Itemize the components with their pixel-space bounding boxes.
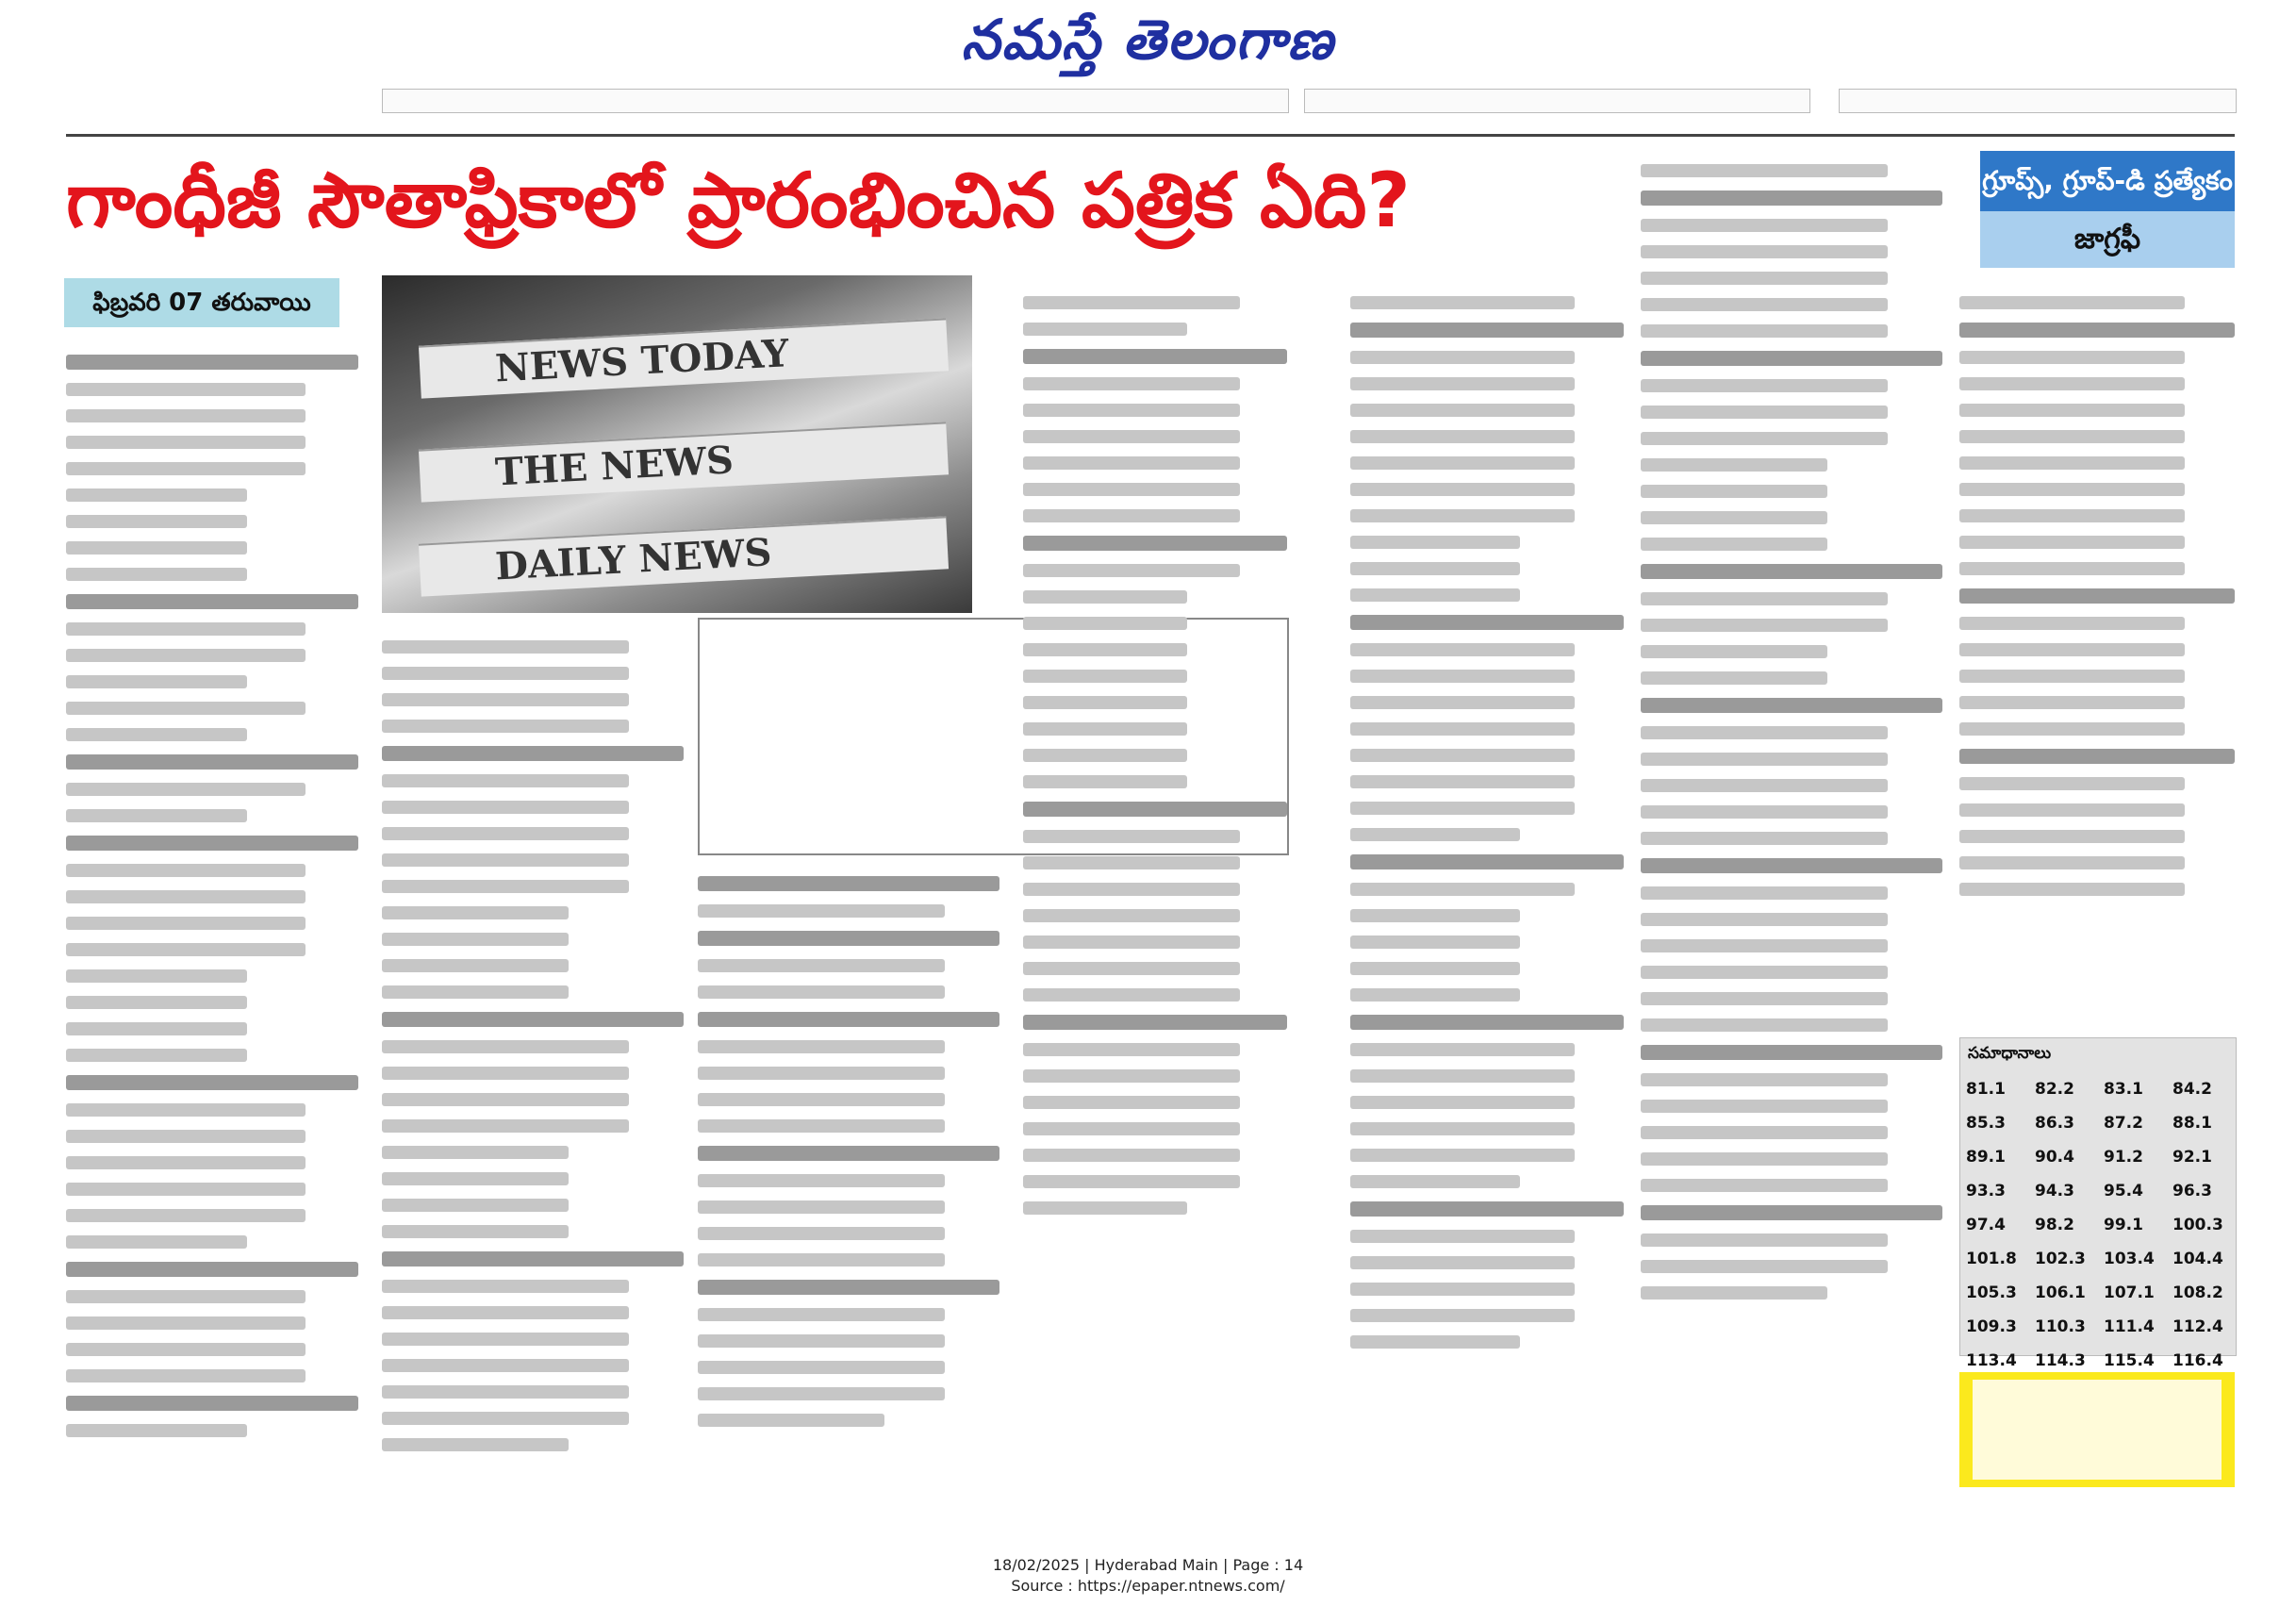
answer-cell: 83.1	[2104, 1080, 2143, 1099]
answer-cell: 112.4	[2172, 1317, 2223, 1336]
answer-cell: 93.3	[1966, 1182, 2006, 1200]
footer-date-line: 18/02/2025 | Hyderabad Main | Page : 14	[992, 1556, 1304, 1574]
side-banner-title: గ్రూప్స్, గ్రూప్-డి ప్రత్యేకం	[1980, 151, 2235, 211]
answer-cell: 109.3	[1966, 1317, 2017, 1336]
photo-caption-2: THE NEWS	[419, 422, 949, 502]
questions-column-3	[698, 863, 999, 1476]
answer-cell: 91.2	[2104, 1148, 2143, 1167]
side-banner	[1980, 151, 2235, 268]
answer-cell: 88.1	[2172, 1114, 2212, 1133]
answer-cell: 101.8	[1966, 1250, 2017, 1268]
answer-cell: 98.2	[2035, 1216, 2074, 1234]
answer-cell: 99.1	[2104, 1216, 2143, 1234]
answer-cell: 89.1	[1966, 1148, 2006, 1167]
photo-caption-3: DAILY NEWS	[419, 516, 949, 596]
questions-column-4	[1023, 283, 1287, 1476]
answer-row	[1960, 1242, 2236, 1276]
answer-cell: 108.2	[2172, 1283, 2223, 1302]
answer-cell: 105.3	[1966, 1283, 2017, 1302]
answer-row	[1960, 1208, 2236, 1242]
section-tag: ఫిబ్రవరి 07 తరువాయి	[64, 278, 339, 327]
answer-cell: 114.3	[2035, 1351, 2086, 1370]
answer-cell: 110.3	[2035, 1317, 2086, 1336]
answer-key-panel	[1959, 1037, 2237, 1370]
answer-cell: 95.4	[2104, 1182, 2143, 1200]
answer-cell: 84.2	[2172, 1080, 2212, 1099]
answer-cell: 85.3	[1966, 1114, 2006, 1133]
answer-cell: 107.1	[2104, 1283, 2155, 1302]
answer-key-table	[1960, 1072, 2236, 1378]
questions-column-2	[382, 627, 684, 1476]
side-banner-subject: జాగ్రఫీ	[1980, 211, 2235, 268]
divider	[66, 134, 2235, 137]
answer-cell: 96.3	[2172, 1182, 2212, 1200]
answer-cell: 97.4	[1966, 1216, 2006, 1234]
answer-cell: 104.4	[2172, 1250, 2223, 1268]
questions-column-7	[1959, 283, 2235, 1018]
answer-cell: 94.3	[2035, 1182, 2074, 1200]
footer-source-line: Source : https://epaper.ntnews.com/	[1011, 1577, 1285, 1595]
newspaper-masthead: నమస్తే తెలంగాణ	[961, 8, 1335, 72]
answer-cell: 103.4	[2104, 1250, 2155, 1268]
answer-cell: 82.2	[2035, 1080, 2074, 1099]
answer-cell: 81.1	[1966, 1080, 2006, 1099]
answer-cell: 111.4	[2104, 1317, 2155, 1336]
newspaper-photo	[382, 275, 972, 613]
answer-cell: 90.4	[2035, 1148, 2074, 1167]
answer-key-heading: సమాధానాలు	[1968, 1044, 2052, 1063]
top-strip	[382, 89, 1289, 113]
answer-cell: 113.4	[1966, 1351, 2017, 1370]
answer-cell: 102.3	[2035, 1250, 2086, 1268]
answer-cell: 115.4	[2104, 1351, 2155, 1370]
answer-cell: 116.4	[2172, 1351, 2223, 1370]
answer-cell: 92.1	[2172, 1148, 2212, 1167]
answer-cell: 100.3	[2172, 1216, 2223, 1234]
credit-box	[1959, 1372, 2235, 1487]
top-strip	[1839, 89, 2237, 113]
questions-column-6	[1641, 151, 1942, 1476]
answer-row	[1960, 1140, 2236, 1174]
answer-row	[1960, 1276, 2236, 1310]
credit-box-inner	[1973, 1380, 2222, 1480]
answer-cell: 106.1	[2035, 1283, 2086, 1302]
answer-row	[1960, 1106, 2236, 1140]
answer-row	[1960, 1072, 2236, 1106]
answer-row	[1960, 1174, 2236, 1208]
questions-column-5	[1350, 283, 1624, 1476]
answer-row	[1960, 1310, 2236, 1344]
answer-cell: 86.3	[2035, 1114, 2074, 1133]
questions-column-1	[66, 341, 358, 1473]
answer-cell: 87.2	[2104, 1114, 2143, 1133]
photo-caption-1: NEWS TODAY	[419, 318, 949, 398]
page-headline: గాంధీజీ సౌతాఫ్రికాలో ప్రారంభించిన పత్రిక ఏది?	[66, 157, 1411, 244]
top-strip	[1304, 89, 1810, 113]
